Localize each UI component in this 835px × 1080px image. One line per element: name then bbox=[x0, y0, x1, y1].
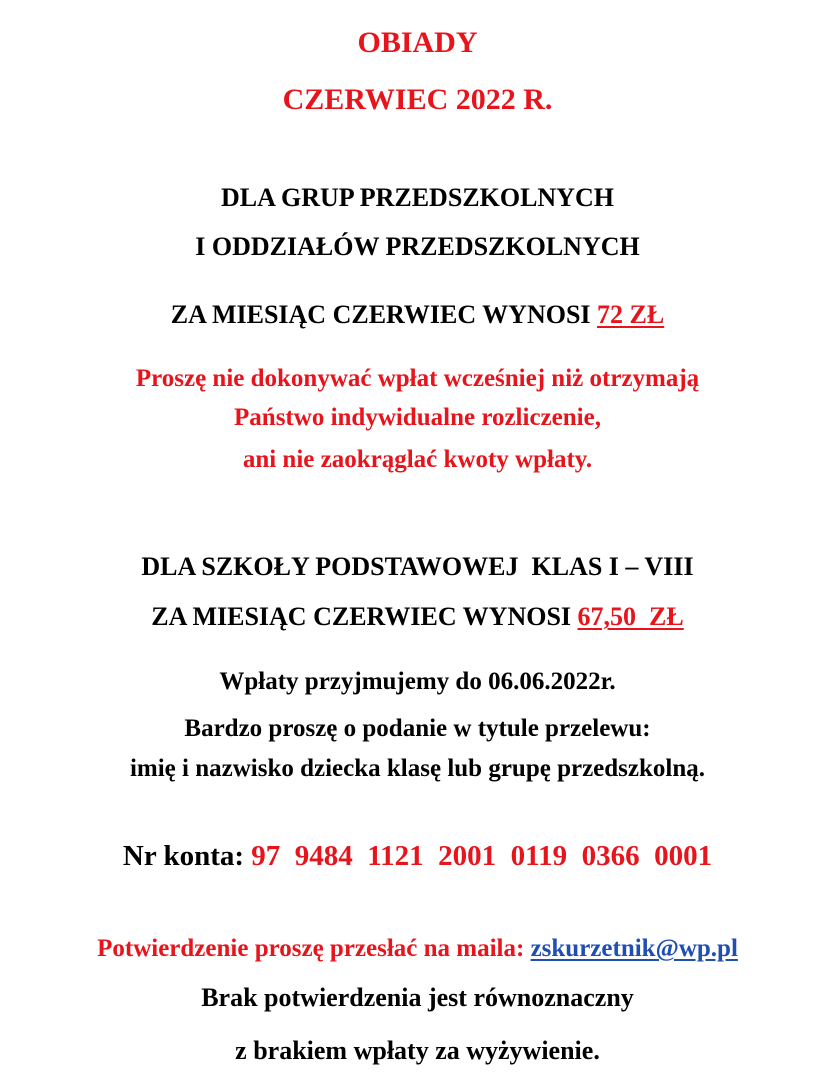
account-number: 97 9484 1121 2001 0119 0366 0001 bbox=[251, 840, 713, 872]
school-amount-line bbox=[0, 604, 835, 630]
notice-line-3: ani nie zaokrąglać kwoty wpłaty. bbox=[242, 446, 593, 473]
preschool-amount-line bbox=[0, 302, 835, 328]
preschool-heading-1: DLA GRUP PRZEDSZKOLNYCH bbox=[221, 183, 614, 212]
payment-deadline: Wpłaty przyjmujemy do 06.06.2022r. bbox=[219, 668, 616, 695]
confirmation-text: Potwierdzenie proszę przesłać na maila: bbox=[97, 935, 531, 962]
title-obiady: OBIADY bbox=[357, 26, 478, 59]
notice-line-1: Proszę nie dokonywać wpłat wcześniej niż otrzymają bbox=[135, 365, 700, 392]
account-label: Nr konta: bbox=[122, 840, 252, 872]
warning-line-1: Brak potwierdzenia jest równoznaczny bbox=[201, 983, 634, 1012]
preschool-heading-2: I ODDZIAŁÓW PRZEDSZKOLNYCH bbox=[195, 232, 640, 261]
transfer-title-line-2: imię i nazwisko dziecka klasę lub grupę przedszkolną. bbox=[129, 755, 706, 782]
warning-line-2: z brakiem wpłaty za wyżywienie. bbox=[235, 1036, 600, 1065]
account-line bbox=[0, 842, 835, 871]
email-link[interactable]: zskurzetnik@wp.pl bbox=[530, 935, 738, 962]
transfer-title-line-1: Bardzo proszę o podanie w tytule przelewu: bbox=[184, 715, 651, 742]
preschool-amount: 72 ZŁ bbox=[597, 300, 665, 329]
school-amount: 67,50 ZŁ bbox=[577, 602, 684, 631]
notice-line-2: Państwo indywidualne rozliczenie, bbox=[234, 404, 601, 431]
preschool-amount-prefix: ZA MIESIĄC CZERWIEC WYNOSI bbox=[170, 300, 598, 329]
confirmation-line bbox=[0, 936, 835, 961]
school-amount-prefix: ZA MIESIĄC CZERWIEC WYNOSI bbox=[151, 602, 578, 631]
title-month: CZERWIEC 2022 R. bbox=[282, 83, 553, 116]
school-heading: DLA SZKOŁY PODSTAWOWEJ KLAS I – VIII bbox=[141, 552, 694, 581]
